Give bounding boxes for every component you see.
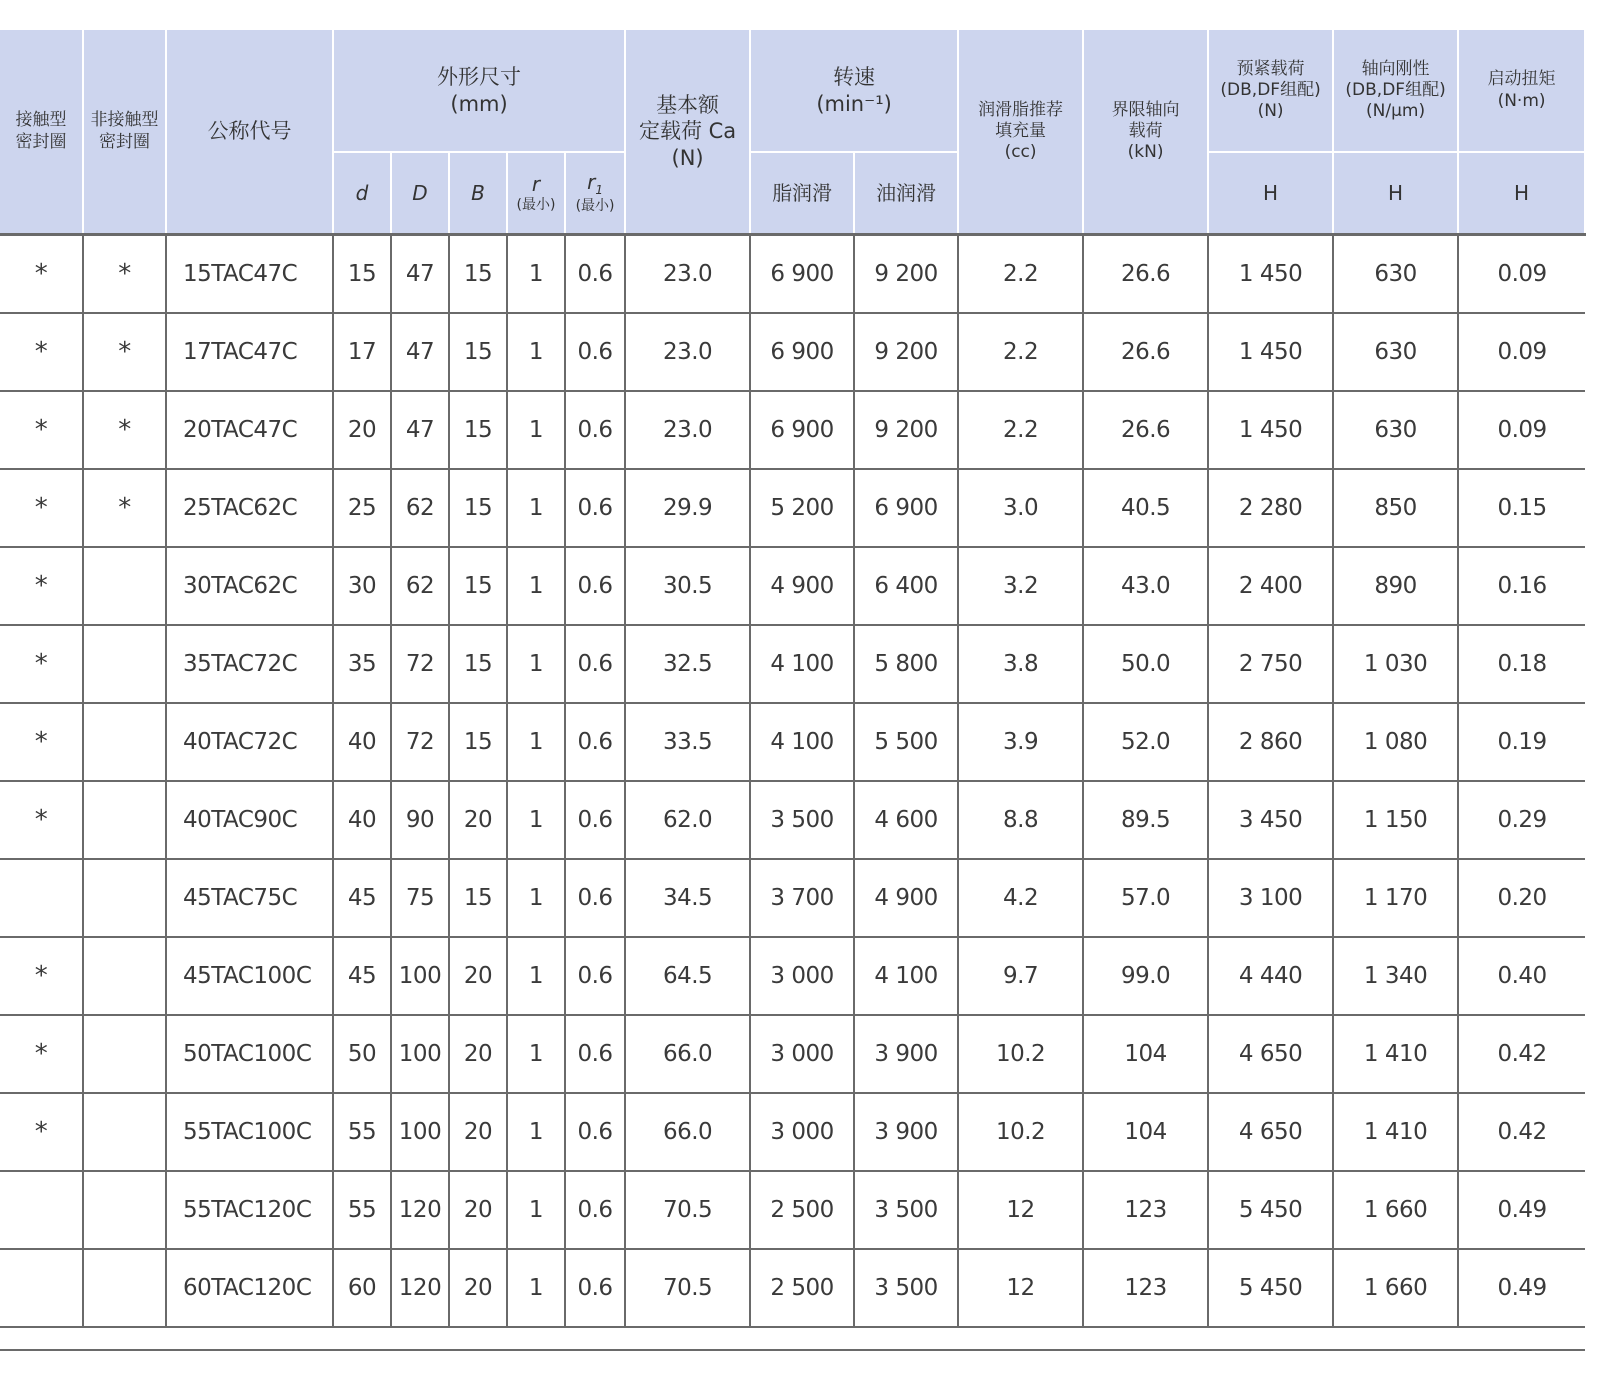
- cell-load-rating: 32.5: [625, 625, 750, 703]
- cell-axial-limit: 57.0: [1083, 859, 1208, 937]
- cell-starting-torque: 0.20: [1458, 859, 1585, 937]
- cell-speed-oil: 3 500: [854, 1171, 958, 1249]
- cell-grease-fill: 2.2: [958, 235, 1083, 314]
- cell-preload: 1 450: [1208, 391, 1333, 469]
- cell-noncontact-seal: [83, 703, 166, 781]
- cell-axial-rigidity: 630: [1333, 235, 1458, 314]
- cell-load-rating: 62.0: [625, 781, 750, 859]
- cell-noncontact-seal: [83, 1171, 166, 1249]
- cell-speed-oil: 9 200: [854, 235, 958, 314]
- cell-D: 90: [391, 781, 449, 859]
- cell-D: 100: [391, 1093, 449, 1171]
- cell-d: 40: [333, 703, 391, 781]
- cell-starting-torque: 0.49: [1458, 1249, 1585, 1327]
- cell-B: 20: [449, 1015, 507, 1093]
- cell-B: 15: [449, 859, 507, 937]
- cell-d: 30: [333, 547, 391, 625]
- table-row: [0, 1015, 1585, 1093]
- cell-speed-oil: 5 800: [854, 625, 958, 703]
- cell-grease-fill: 2.2: [958, 313, 1083, 391]
- cell-d: 20: [333, 391, 391, 469]
- cell-load-rating: 30.5: [625, 547, 750, 625]
- cell-preload: 1 450: [1208, 235, 1333, 314]
- cell-contact-seal: *: [0, 391, 83, 469]
- cell-d: 15: [333, 235, 391, 314]
- header-axial-rigidity: 轴向刚性 (DB,DF组配) (N/μm): [1333, 30, 1458, 152]
- cell-D: 47: [391, 235, 449, 314]
- cell-axial-limit: 123: [1083, 1249, 1208, 1327]
- cell-r: 1: [507, 391, 565, 469]
- cell-axial-limit: 50.0: [1083, 625, 1208, 703]
- cell-d: 45: [333, 859, 391, 937]
- header-torque-h: H: [1458, 152, 1585, 235]
- table-header: [0, 30, 1585, 235]
- cell-contact-seal: *: [0, 625, 83, 703]
- table-row: [0, 1093, 1585, 1171]
- cell-load-rating: 70.5: [625, 1249, 750, 1327]
- cell-axial-limit: 104: [1083, 1015, 1208, 1093]
- table-row: [0, 547, 1585, 625]
- cell-axial-limit: 123: [1083, 1171, 1208, 1249]
- cell-speed-grease: 3 700: [750, 859, 854, 937]
- cell-r1: 0.6: [565, 1015, 625, 1093]
- cell-noncontact-seal: [83, 1093, 166, 1171]
- header-dim-D: D: [391, 152, 449, 235]
- cell-speed-oil: 4 900: [854, 859, 958, 937]
- cell-designation: 30TAC62C: [166, 547, 333, 625]
- cell-preload: 5 450: [1208, 1171, 1333, 1249]
- cell-r1: 0.6: [565, 703, 625, 781]
- cell-r: 1: [507, 313, 565, 391]
- cell-preload: 5 450: [1208, 1249, 1333, 1327]
- cell-speed-grease: 6 900: [750, 235, 854, 314]
- cell-noncontact-seal: [83, 1015, 166, 1093]
- cell-speed-oil: 4 100: [854, 937, 958, 1015]
- cell-load-rating: 70.5: [625, 1171, 750, 1249]
- cell-designation: 55TAC100C: [166, 1093, 333, 1171]
- cell-r: 1: [507, 1249, 565, 1327]
- cell-designation: 60TAC120C: [166, 1249, 333, 1327]
- cell-speed-oil: 9 200: [854, 391, 958, 469]
- cell-speed-oil: 3 900: [854, 1093, 958, 1171]
- cell-starting-torque: 0.15: [1458, 469, 1585, 547]
- cell-load-rating: 33.5: [625, 703, 750, 781]
- cell-noncontact-seal: *: [83, 391, 166, 469]
- cell-designation: 15TAC47C: [166, 235, 333, 314]
- cell-preload: 4 440: [1208, 937, 1333, 1015]
- cell-speed-grease: 3 500: [750, 781, 854, 859]
- cell-speed-grease: 3 000: [750, 1093, 854, 1171]
- cell-B: 15: [449, 235, 507, 314]
- cell-axial-rigidity: 1 340: [1333, 937, 1458, 1015]
- cell-preload: 2 860: [1208, 703, 1333, 781]
- cell-designation: 35TAC72C: [166, 625, 333, 703]
- cell-axial-limit: 99.0: [1083, 937, 1208, 1015]
- table-row: [0, 1249, 1585, 1327]
- cell-B: 15: [449, 625, 507, 703]
- cell-designation: 17TAC47C: [166, 313, 333, 391]
- cell-speed-grease: 2 500: [750, 1249, 854, 1327]
- cell-r: 1: [507, 625, 565, 703]
- cell-d: 50: [333, 1015, 391, 1093]
- cell-speed-oil: 4 600: [854, 781, 958, 859]
- cell-B: 15: [449, 547, 507, 625]
- cell-designation: 55TAC120C: [166, 1171, 333, 1249]
- cell-axial-rigidity: 890: [1333, 547, 1458, 625]
- cell-preload: 2 750: [1208, 625, 1333, 703]
- bottom-rule: [0, 1349, 1585, 1351]
- cell-noncontact-seal: [83, 781, 166, 859]
- cell-r1: 0.6: [565, 1249, 625, 1327]
- cell-axial-rigidity: 630: [1333, 391, 1458, 469]
- cell-d: 17: [333, 313, 391, 391]
- cell-axial-rigidity: 1 410: [1333, 1015, 1458, 1093]
- cell-starting-torque: 0.40: [1458, 937, 1585, 1015]
- table-row: [0, 781, 1585, 859]
- cell-axial-rigidity: 1 080: [1333, 703, 1458, 781]
- table-body: [0, 235, 1585, 1328]
- cell-r1: 0.6: [565, 781, 625, 859]
- cell-B: 20: [449, 1093, 507, 1171]
- bearing-spec-table-wrapper: [0, 30, 1585, 1328]
- cell-grease-fill: 3.9: [958, 703, 1083, 781]
- cell-speed-oil: 6 900: [854, 469, 958, 547]
- cell-r: 1: [507, 703, 565, 781]
- cell-axial-limit: 26.6: [1083, 235, 1208, 314]
- cell-r: 1: [507, 1171, 565, 1249]
- cell-speed-grease: 4 100: [750, 703, 854, 781]
- cell-grease-fill: 9.7: [958, 937, 1083, 1015]
- cell-contact-seal: *: [0, 781, 83, 859]
- cell-contact-seal: *: [0, 937, 83, 1015]
- cell-speed-oil: 9 200: [854, 313, 958, 391]
- cell-starting-torque: 0.42: [1458, 1015, 1585, 1093]
- header-preload: 预紧载荷 (DB,DF组配) (N): [1208, 30, 1333, 152]
- cell-load-rating: 66.0: [625, 1093, 750, 1171]
- cell-starting-torque: 0.19: [1458, 703, 1585, 781]
- cell-speed-grease: 4 100: [750, 625, 854, 703]
- cell-D: 47: [391, 391, 449, 469]
- cell-grease-fill: 8.8: [958, 781, 1083, 859]
- cell-noncontact-seal: [83, 859, 166, 937]
- cell-axial-rigidity: 1 150: [1333, 781, 1458, 859]
- cell-grease-fill: 3.2: [958, 547, 1083, 625]
- cell-r1: 0.6: [565, 1093, 625, 1171]
- header-designation: 公称代号: [166, 30, 333, 235]
- cell-load-rating: 23.0: [625, 313, 750, 391]
- cell-load-rating: 23.0: [625, 235, 750, 314]
- cell-starting-torque: 0.18: [1458, 625, 1585, 703]
- cell-r1: 0.6: [565, 391, 625, 469]
- table-row: [0, 1171, 1585, 1249]
- cell-contact-seal: [0, 1249, 83, 1327]
- cell-noncontact-seal: *: [83, 313, 166, 391]
- cell-load-rating: 66.0: [625, 1015, 750, 1093]
- cell-preload: 2 400: [1208, 547, 1333, 625]
- cell-r: 1: [507, 781, 565, 859]
- cell-r1: 0.6: [565, 235, 625, 314]
- header-dimensions: 外形尺寸 (mm): [333, 30, 625, 152]
- cell-contact-seal: *: [0, 235, 83, 314]
- cell-axial-rigidity: 850: [1333, 469, 1458, 547]
- cell-grease-fill: 12: [958, 1171, 1083, 1249]
- cell-speed-grease: 6 900: [750, 391, 854, 469]
- cell-grease-fill: 10.2: [958, 1015, 1083, 1093]
- header-preload-h: H: [1208, 152, 1333, 235]
- cell-contact-seal: [0, 1171, 83, 1249]
- cell-grease-fill: 3.8: [958, 625, 1083, 703]
- cell-contact-seal: [0, 859, 83, 937]
- cell-axial-limit: 43.0: [1083, 547, 1208, 625]
- table-row: [0, 859, 1585, 937]
- header-contact-seal: 接触型 密封圈: [0, 30, 83, 235]
- cell-r1: 0.6: [565, 625, 625, 703]
- cell-contact-seal: *: [0, 1015, 83, 1093]
- cell-B: 20: [449, 1171, 507, 1249]
- cell-speed-oil: 6 400: [854, 547, 958, 625]
- cell-B: 20: [449, 1249, 507, 1327]
- header-rigidity-h: H: [1333, 152, 1458, 235]
- table-row: [0, 235, 1585, 314]
- cell-r1: 0.6: [565, 937, 625, 1015]
- cell-B: 20: [449, 781, 507, 859]
- cell-d: 55: [333, 1171, 391, 1249]
- cell-r1: 0.6: [565, 859, 625, 937]
- cell-r1: 0.6: [565, 1171, 625, 1249]
- cell-starting-torque: 0.49: [1458, 1171, 1585, 1249]
- cell-r: 1: [507, 235, 565, 314]
- cell-axial-rigidity: 1 170: [1333, 859, 1458, 937]
- cell-speed-grease: 3 000: [750, 937, 854, 1015]
- cell-D: 100: [391, 937, 449, 1015]
- cell-starting-torque: 0.16: [1458, 547, 1585, 625]
- cell-B: 15: [449, 313, 507, 391]
- header-dim-B: B: [449, 152, 507, 235]
- cell-preload: 4 650: [1208, 1015, 1333, 1093]
- cell-noncontact-seal: *: [83, 235, 166, 314]
- cell-axial-limit: 40.5: [1083, 469, 1208, 547]
- cell-D: 47: [391, 313, 449, 391]
- header-noncontact-seal: 非接触型 密封圈: [83, 30, 166, 235]
- cell-axial-limit: 52.0: [1083, 703, 1208, 781]
- table-row: [0, 625, 1585, 703]
- cell-noncontact-seal: [83, 547, 166, 625]
- cell-r: 1: [507, 1015, 565, 1093]
- cell-d: 25: [333, 469, 391, 547]
- cell-designation: 45TAC100C: [166, 937, 333, 1015]
- header-starting-torque: 启动扭矩 (N·m): [1458, 30, 1585, 152]
- header-load-rating: 基本额 定载荷 Ca (N): [625, 30, 750, 235]
- cell-D: 72: [391, 703, 449, 781]
- header-dim-r: r (最小): [507, 152, 565, 235]
- cell-axial-rigidity: 1 660: [1333, 1249, 1458, 1327]
- cell-grease-fill: 10.2: [958, 1093, 1083, 1171]
- cell-designation: 45TAC75C: [166, 859, 333, 937]
- cell-contact-seal: *: [0, 469, 83, 547]
- cell-grease-fill: 3.0: [958, 469, 1083, 547]
- cell-noncontact-seal: [83, 625, 166, 703]
- cell-speed-oil: 3 900: [854, 1015, 958, 1093]
- cell-r1: 0.6: [565, 313, 625, 391]
- header-speed-oil: 油润滑: [854, 152, 958, 235]
- cell-axial-rigidity: 1 030: [1333, 625, 1458, 703]
- bearing-spec-table: [0, 30, 1586, 1328]
- cell-starting-torque: 0.09: [1458, 235, 1585, 314]
- cell-axial-limit: 89.5: [1083, 781, 1208, 859]
- cell-r: 1: [507, 1093, 565, 1171]
- cell-B: 20: [449, 937, 507, 1015]
- cell-D: 72: [391, 625, 449, 703]
- cell-r: 1: [507, 469, 565, 547]
- cell-speed-grease: 6 900: [750, 313, 854, 391]
- cell-speed-grease: 4 900: [750, 547, 854, 625]
- cell-speed-grease: 2 500: [750, 1171, 854, 1249]
- cell-noncontact-seal: [83, 937, 166, 1015]
- cell-d: 35: [333, 625, 391, 703]
- cell-contact-seal: *: [0, 313, 83, 391]
- cell-load-rating: 29.9: [625, 469, 750, 547]
- cell-grease-fill: 2.2: [958, 391, 1083, 469]
- cell-axial-rigidity: 630: [1333, 313, 1458, 391]
- cell-d: 60: [333, 1249, 391, 1327]
- cell-noncontact-seal: *: [83, 469, 166, 547]
- cell-load-rating: 34.5: [625, 859, 750, 937]
- cell-B: 15: [449, 703, 507, 781]
- cell-noncontact-seal: [83, 1249, 166, 1327]
- header-axial-limit: 界限轴向 载荷 (kN): [1083, 30, 1208, 235]
- cell-d: 45: [333, 937, 391, 1015]
- cell-r: 1: [507, 547, 565, 625]
- cell-D: 75: [391, 859, 449, 937]
- cell-d: 40: [333, 781, 391, 859]
- cell-B: 15: [449, 469, 507, 547]
- table-row: [0, 703, 1585, 781]
- cell-starting-torque: 0.29: [1458, 781, 1585, 859]
- cell-designation: 40TAC72C: [166, 703, 333, 781]
- header-grease-fill: 润滑脂推荐 填充量 (cc): [958, 30, 1083, 235]
- table-row: [0, 391, 1585, 469]
- cell-load-rating: 64.5: [625, 937, 750, 1015]
- cell-r: 1: [507, 937, 565, 1015]
- cell-designation: 25TAC62C: [166, 469, 333, 547]
- cell-preload: 1 450: [1208, 313, 1333, 391]
- cell-D: 100: [391, 1015, 449, 1093]
- cell-contact-seal: *: [0, 547, 83, 625]
- cell-d: 55: [333, 1093, 391, 1171]
- table-row: [0, 313, 1585, 391]
- cell-speed-grease: 5 200: [750, 469, 854, 547]
- cell-axial-rigidity: 1 660: [1333, 1171, 1458, 1249]
- cell-grease-fill: 12: [958, 1249, 1083, 1327]
- cell-preload: 3 100: [1208, 859, 1333, 937]
- cell-speed-oil: 5 500: [854, 703, 958, 781]
- cell-axial-limit: 104: [1083, 1093, 1208, 1171]
- cell-speed-oil: 3 500: [854, 1249, 958, 1327]
- cell-D: 62: [391, 469, 449, 547]
- header-speed-grease: 脂润滑: [750, 152, 854, 235]
- header-dim-r-min: (最小): [516, 196, 556, 213]
- cell-designation: 50TAC100C: [166, 1015, 333, 1093]
- cell-axial-limit: 26.6: [1083, 391, 1208, 469]
- cell-preload: 4 650: [1208, 1093, 1333, 1171]
- table-row: [0, 469, 1585, 547]
- cell-designation: 40TAC90C: [166, 781, 333, 859]
- cell-contact-seal: *: [0, 1093, 83, 1171]
- cell-starting-torque: 0.42: [1458, 1093, 1585, 1171]
- cell-contact-seal: *: [0, 703, 83, 781]
- cell-axial-limit: 26.6: [1083, 313, 1208, 391]
- cell-r1: 0.6: [565, 547, 625, 625]
- cell-designation: 20TAC47C: [166, 391, 333, 469]
- cell-speed-grease: 3 000: [750, 1015, 854, 1093]
- cell-preload: 2 280: [1208, 469, 1333, 547]
- cell-grease-fill: 4.2: [958, 859, 1083, 937]
- header-speed: 转速 (min⁻¹): [750, 30, 958, 152]
- cell-starting-torque: 0.09: [1458, 391, 1585, 469]
- cell-starting-torque: 0.09: [1458, 313, 1585, 391]
- table-row: [0, 937, 1585, 1015]
- cell-B: 15: [449, 391, 507, 469]
- cell-D: 120: [391, 1171, 449, 1249]
- cell-D: 62: [391, 547, 449, 625]
- cell-preload: 3 450: [1208, 781, 1333, 859]
- cell-load-rating: 23.0: [625, 391, 750, 469]
- cell-r: 1: [507, 859, 565, 937]
- header-dim-r1: $r_1$ (最小): [565, 152, 625, 235]
- header-dim-d: d: [333, 152, 391, 235]
- cell-D: 120: [391, 1249, 449, 1327]
- header-dim-r1-min: (最小): [575, 198, 615, 215]
- cell-r1: 0.6: [565, 469, 625, 547]
- cell-axial-rigidity: 1 410: [1333, 1093, 1458, 1171]
